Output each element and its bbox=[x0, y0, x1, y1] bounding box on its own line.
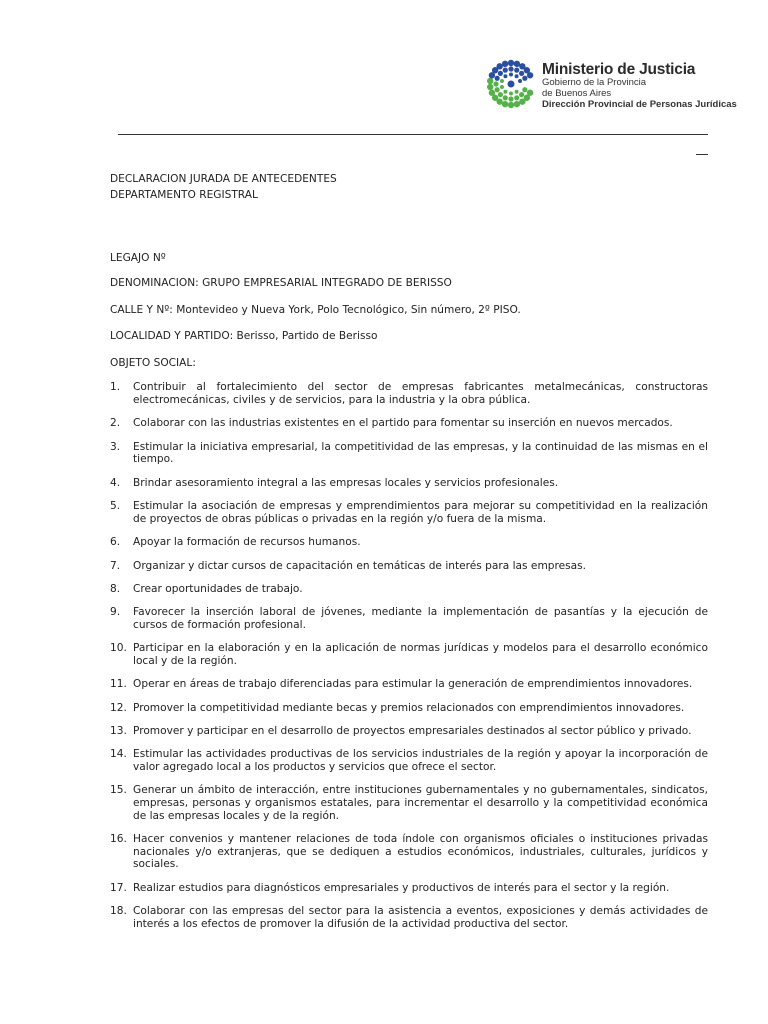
list-item-text: Hacer convenios y mantener relaciones de toda índole con organismos oficiales o instituciones privadas nacionales y/o extranjeras, que se dediquen a estudios económicos, industriales, culturales, jurídicos y sociales. bbox=[133, 832, 708, 871]
list-item-number: 17. bbox=[110, 881, 127, 894]
objeto-social-list bbox=[110, 381, 708, 930]
list-item-text: Favorecer la inserción laboral de jóvenes, mediante la implementación de pasantías y la ejecución de cursos de formación profesional. bbox=[133, 606, 708, 631]
list-item-number: 1. bbox=[110, 381, 121, 394]
list-item-text: Contribuir al fortalecimiento del sector de empresas fabricantes metalmecánicas, constructoras electromecánicas, civiles y de servicios, para la industria y la obra pública. bbox=[133, 381, 708, 406]
list-item-text: Colaborar con las empresas del sector para la asistencia a eventos, exposiciones y demás actividades de interés a los efectos de promover la difusión de la actividad productiva del sector. bbox=[133, 904, 708, 930]
list-item-text: Estimular las actividades productivas de los servicios industriales de la región y apoyar la incorporación de valor agregado local a los productos y servicios que ofrece el sector. bbox=[133, 748, 708, 774]
list-item-number: 3. bbox=[110, 440, 121, 453]
list-item-number: 18. bbox=[110, 904, 127, 917]
header-divider bbox=[118, 134, 708, 135]
list-item bbox=[110, 833, 708, 871]
list-item-text: Participar en la elaboración y en la aplicación de normas jurídicas y modelos para el desarrollo económico local y de la región. bbox=[133, 642, 708, 667]
ministry-logo bbox=[485, 58, 737, 110]
legajo-field: LEGAJO Nº bbox=[110, 252, 166, 264]
list-item bbox=[110, 882, 708, 895]
list-item-number: 2. bbox=[110, 417, 121, 430]
ministry-title: Ministerio de Justicia bbox=[542, 61, 696, 78]
objeto-social-heading: OBJETO SOCIAL: bbox=[110, 356, 196, 369]
list-item bbox=[110, 560, 708, 573]
header-divider-tail bbox=[696, 154, 708, 155]
list-item bbox=[110, 536, 708, 549]
list-item-number: 6. bbox=[110, 536, 121, 549]
ministry-subtitle-2: de Buenos Aires bbox=[542, 87, 612, 99]
list-item-number: 10. bbox=[110, 642, 127, 655]
list-item-number: 16. bbox=[110, 832, 127, 845]
calle-field: CALLE Y Nº: Montevideo y Nueva York, Polo Tecnológico, Sin número, 2º PISO. bbox=[110, 303, 521, 316]
list-item-text: Estimular la iniciativa empresarial, la competitividad de las empresas, y la continuidad de las mismas en el tiempo. bbox=[133, 440, 708, 466]
list-item bbox=[110, 905, 708, 930]
list-item bbox=[110, 748, 708, 773]
list-item bbox=[110, 583, 708, 596]
list-item bbox=[110, 477, 708, 490]
list-item-text: Crear oportunidades de trabajo. bbox=[133, 582, 303, 595]
list-item-text: Estimular la asociación de empresas y emprendimientos para mejorar su competitividad en la realización de proyectos de obras públicas o privadas en la región y/o fuera de la misma. bbox=[133, 500, 708, 525]
list-item-text: Promover la competitividad mediante becas y premios relacionados con emprendimientos innovadores. bbox=[133, 701, 685, 714]
list-item-number: 12. bbox=[110, 701, 127, 714]
ministry-emblem-icon bbox=[485, 58, 537, 110]
spacer bbox=[110, 203, 708, 250]
list-item-number: 5. bbox=[110, 500, 121, 513]
list-item-text: Promover y participar en el desarrollo de proyectos empresariales destinados al sector público y privado. bbox=[133, 725, 692, 738]
list-item-number: 7. bbox=[110, 559, 121, 572]
ministry-subtitle-1: Gobierno de la Provincia bbox=[542, 77, 647, 89]
list-item-number: 14. bbox=[110, 748, 127, 761]
list-item bbox=[110, 702, 708, 715]
department-name: DEPARTAMENTO REGISTRAL bbox=[110, 189, 258, 201]
localidad-field: LOCALIDAD Y PARTIDO: Berisso, Partido de Berisso bbox=[110, 330, 378, 343]
ministry-direction: Dirección Provincial de Personas Jurídicas bbox=[542, 98, 737, 110]
list-item-number: 15. bbox=[110, 784, 127, 797]
list-item bbox=[110, 417, 708, 430]
list-item bbox=[110, 784, 708, 822]
list-item bbox=[110, 441, 708, 466]
list-item-number: 4. bbox=[110, 476, 121, 489]
list-item-text: Operar en áreas de trabajo diferenciadas para estimular la generación de emprendimientos innovadores. bbox=[133, 678, 693, 691]
list-item bbox=[110, 500, 708, 525]
ministry-logo-text bbox=[542, 58, 737, 110]
list-item bbox=[110, 381, 708, 406]
list-item-number: 9. bbox=[110, 606, 121, 619]
list-item bbox=[110, 642, 708, 667]
list-item-text: Organizar y dictar cursos de capacitación en temáticas de interés para las empresas. bbox=[133, 559, 587, 572]
list-item-text: Realizar estudios para diagnósticos empresariales y productivos de interés para el sector y la región. bbox=[133, 881, 670, 894]
list-item-number: 8. bbox=[110, 582, 121, 595]
document-title: DECLARACION JURADA DE ANTECEDENTES bbox=[110, 173, 337, 185]
list-item bbox=[110, 678, 708, 691]
list-item-text: Colaborar con las industrias existentes en el partido para fomentar su inserción en nuevos mercados. bbox=[133, 417, 673, 430]
list-item bbox=[110, 725, 708, 738]
list-item-text: Generar un ámbito de interacción, entre instituciones gubernamentales y no gubernamentales, sindicatos, empresas, personas y organismos estatales, para incrementar el desarrollo y la competitividad económica de las empresas locales y de la región. bbox=[133, 784, 708, 822]
document-body bbox=[110, 171, 708, 941]
list-item-text: Brindar asesoramiento integral a las empresas locales y servicios profesionales. bbox=[133, 476, 559, 489]
list-item-number: 13. bbox=[110, 725, 127, 738]
list-item-number: 11. bbox=[110, 678, 127, 691]
list-item-text: Apoyar la formación de recursos humanos. bbox=[133, 536, 361, 549]
list-item bbox=[110, 606, 708, 631]
denominacion-field: DENOMINACION: GRUPO EMPRESARIAL INTEGRADO DE BERISSO bbox=[110, 277, 452, 289]
